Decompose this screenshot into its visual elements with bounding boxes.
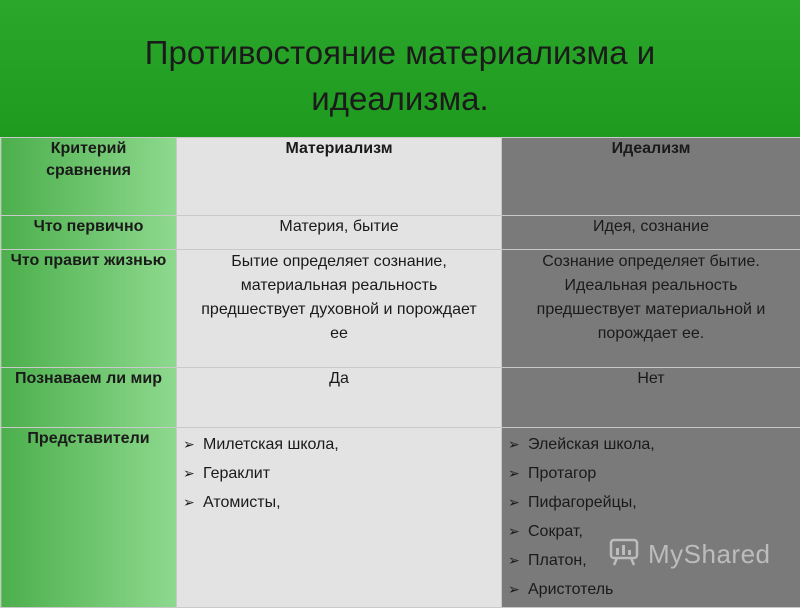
criterion-cell: [1, 428, 177, 608]
header-criterion-cell: [1, 138, 177, 216]
representative-name: Элейская школа,: [528, 436, 655, 453]
row-criterion: Что первично: [1, 216, 176, 238]
list-item: [508, 488, 800, 517]
row-criterion: Представители: [1, 428, 176, 450]
title-line-2: идеализма.: [0, 76, 800, 122]
arrow-bullet-icon: ➢: [183, 459, 203, 487]
list-item: [183, 488, 501, 517]
arrow-bullet-icon: ➢: [508, 459, 528, 487]
criterion-cell: [1, 250, 177, 368]
criterion-cell: [1, 368, 177, 428]
arrow-bullet-icon: ➢: [508, 546, 528, 574]
representative-name: Гераклит: [203, 465, 270, 482]
header-materialism-cell: [177, 138, 502, 216]
table-header-row: [1, 138, 800, 216]
arrow-bullet-icon: ➢: [183, 430, 203, 458]
arrow-bullet-icon: ➢: [183, 488, 203, 516]
materialism-cell: [177, 368, 502, 428]
row-materialism: Материя, бытие: [177, 216, 501, 238]
watermark-text: MyShared: [648, 539, 771, 570]
table-row: [1, 250, 800, 368]
idealism-representatives-cell: [502, 428, 800, 608]
representative-name: Пифагорейцы,: [528, 494, 637, 511]
representative-name: Аристотель: [528, 581, 613, 598]
title-header: [0, 0, 800, 138]
materialism-cell: [177, 216, 502, 250]
representative-name: Протагор: [528, 465, 596, 482]
list-item: [508, 459, 800, 488]
title-line-1: Противостояние материализма и: [0, 30, 800, 76]
row-idealism: Идея, сознание: [502, 216, 800, 238]
page-title: [0, 30, 800, 122]
table-row: [1, 368, 800, 428]
arrow-bullet-icon: ➢: [508, 575, 528, 603]
table-row-representatives: [1, 428, 800, 608]
myshared-logo-icon: [608, 537, 642, 572]
criterion-cell: [1, 216, 177, 250]
row-materialism: Бытие определяет сознание, материальная реальность предшествует духовной и порождает ее: [177, 250, 501, 346]
representative-name: Платон,: [528, 552, 587, 569]
myshared-watermark: [608, 536, 788, 572]
table-row: [1, 216, 800, 250]
row-idealism: Сознание определяет бытие. Идеальная реальность предшествует материальной и порождает ее.: [502, 250, 800, 346]
header-materialism: Материализм: [177, 138, 501, 160]
idealism-cell: [502, 250, 800, 368]
list-item: [508, 430, 800, 459]
arrow-bullet-icon: ➢: [508, 517, 528, 545]
list-item: [183, 430, 501, 459]
idealism-cell: [502, 368, 800, 428]
representative-name: Сократ,: [528, 523, 583, 540]
idealism-cell: [502, 216, 800, 250]
list-item: [183, 459, 501, 488]
row-materialism: Да: [177, 368, 501, 390]
representative-name: Милетская школа,: [203, 436, 339, 453]
materialism-cell: [177, 250, 502, 368]
materialism-representatives-list: [177, 430, 501, 517]
representative-name: Атомисты,: [203, 494, 281, 511]
materialism-representatives-cell: [177, 428, 502, 608]
row-idealism: Нет: [502, 368, 800, 390]
header-criterion: Критерий сравнения: [1, 138, 176, 182]
idealism-representatives-list: [502, 430, 800, 604]
row-criterion: Познаваем ли мир: [1, 368, 176, 390]
row-criterion: Что правит жизнью: [1, 250, 176, 272]
header-idealism: Идеализм: [502, 138, 800, 160]
header-idealism-cell: [502, 138, 800, 216]
arrow-bullet-icon: ➢: [508, 488, 528, 516]
arrow-bullet-icon: ➢: [508, 430, 528, 458]
